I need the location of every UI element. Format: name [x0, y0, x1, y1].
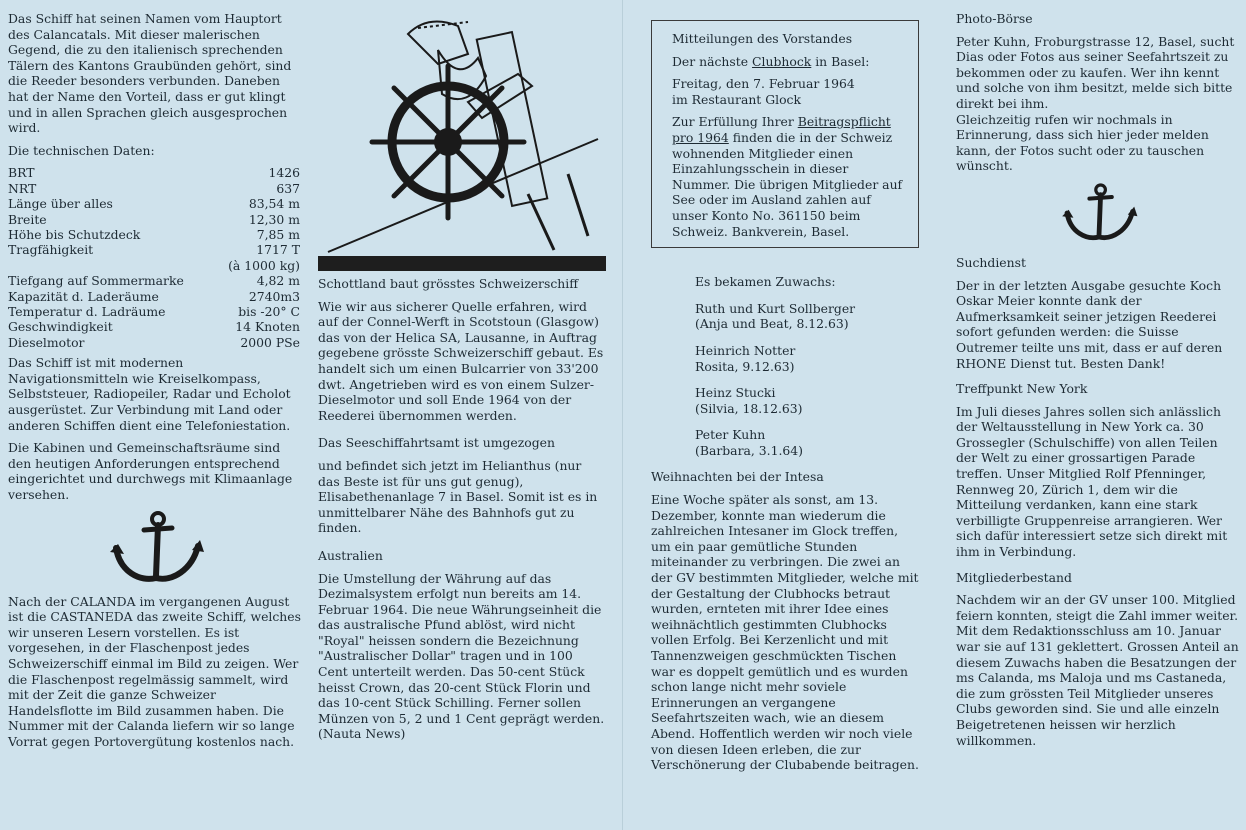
tech-heading: Die technischen Daten:: [8, 142, 155, 158]
tech-row: [8, 319, 300, 334]
australia-heading: Australien: [318, 547, 383, 563]
births-list: [695, 301, 919, 459]
birth-entry: [695, 343, 919, 374]
fee-post: finden die in der Schweiz wohnenden Mitglieder einen Einzahlungsschein in dieser Nummer. Die übrigen Mitglieder auf See oder im Ausland zahlen auf unser Konto No. 361150 beim Schweiz. Bankverein, Basel.: [672, 129, 903, 239]
tech-value: (à 1000 kg): [228, 257, 300, 273]
tech-table: [8, 165, 300, 350]
tech-row: [8, 289, 300, 304]
birth-entry: [695, 427, 919, 458]
fee-underlined: Beitragspflicht pro 1964: [672, 114, 891, 145]
clubhock-word: Clubhock: [752, 53, 812, 69]
navigation-paragraph: Das Schiff ist mit modernen Navigationsmitteln wie Kreiselkompass, Selbststeuer, Radiopeiler, Radar und Echolot ausgerüstet. Zur Verbindung mit Land oder anderen Schiffen dient eine Telefoniestation.: [8, 355, 291, 433]
anchor-icon: [1059, 181, 1139, 245]
fee-pre: Zur Erfüllung Ihrer: [672, 114, 798, 130]
tech-row: [8, 196, 300, 211]
cabins-paragraph: Die Kabinen und Gemeinschaftsräume sind den heutigen Anforderungen entsprechend eingerichtet und durchwegs mit Klimaanlage versehen.: [8, 440, 293, 502]
tech-value: 14 Knoten: [235, 319, 300, 335]
clubhock-post: in Basel:: [811, 53, 870, 69]
birth-parents: Peter Kuhn: [695, 427, 766, 443]
tech-label: Temperatur d. Ladräume: [8, 304, 166, 319]
tech-row: [8, 335, 300, 350]
board-notice-title: Mitteilungen des Vorstandes: [672, 31, 853, 46]
members-heading: Mitgliederbestand: [956, 569, 1072, 585]
tech-value: 12,30 m: [248, 211, 300, 227]
search-heading: Suchdienst: [956, 254, 1026, 270]
birth-parents: Heinrich Notter: [695, 342, 796, 358]
intro-paragraph: Das Schiff hat seinen Namen vom Hauptort des Calancatals. Mit dieser malerischen Gegend, die zu den italienisch sprechenden Tälern des Kantons Graubünden gehört, sind die Reeder besonders verbunden. Daneben hat der Name den Vorteil, dass er gut klingt und in allen Sprachen gleich ausgesprochen wird.: [8, 11, 292, 136]
meeting-details: [672, 76, 910, 107]
birth-children: Rosita, 9.12.63): [695, 358, 795, 374]
column-club: [651, 14, 919, 780]
office-heading: Das Seeschiffahrtsamt ist umgezogen: [318, 435, 555, 451]
tech-label: Länge über alles: [8, 196, 113, 212]
tech-row: [8, 181, 300, 196]
tech-label: Tiefgang auf Sommermarke: [8, 273, 184, 289]
birth-children: (Silvia, 18.12.63): [695, 400, 803, 416]
xmas-heading: Weihnachten bei der Intesa: [651, 469, 824, 485]
fee-paragraph: [672, 114, 910, 239]
tech-label: [8, 258, 215, 273]
tech-value: 1426: [268, 165, 300, 181]
australia-text: Die Umstellung der Währung auf das Dezimalsystem erfolgt nun bereits am 14. Februar 1964. Die neue Währungseinheit die das australische Pfund ablöst, wird nicht "Royal" heissen sondern die Bezeichnung "Australischer Dollar" tragen und in 100 Cent unterteilt werden. Das 50-cent Stück heisst Crown, das 20-cent Stück Florin und das 10-cent Stück Schilling. Ferner sollen Münzen von 5, 2 und 1 Cent geprägt werden. (Nauta News): [318, 570, 605, 742]
column-members: [956, 11, 1242, 755]
board-notice-box: [651, 20, 919, 248]
members-text: Nachdem wir an der GV unser 100. Mitglied feiern konnten, steigt die Zahl immer weiter. Mit dem Redaktionsschluss am 10. Januar war sie auf 131 geklettert. Grossen Anteil an diesem Zuwachs haben die Besatzungen der ms Calanda, ms Maloja und ms Castaneda, die zum grössten Teil Mitglieder unseres Clubs geworden sind. Sie und alle einzeln Beigetretenen heissen wir herzlich willkommen.: [956, 592, 1239, 748]
helmsman-illustration: [318, 14, 606, 254]
meeting-place: im Restaurant Glock: [672, 91, 801, 107]
birth-parents: Heinz Stucki: [695, 385, 776, 401]
tech-value: 2000 PSe: [240, 334, 300, 350]
tech-value: 2740m3: [248, 288, 300, 304]
clubhock-pre: Der nächste: [672, 53, 753, 69]
tech-value: 4,82 m: [256, 273, 300, 289]
tech-row: [8, 227, 300, 242]
meeting-date: Freitag, den 7. Februar 1964: [672, 76, 855, 92]
tech-row: [8, 304, 300, 319]
tech-row: [8, 242, 300, 257]
tech-label: Geschwindigkeit: [8, 319, 113, 335]
tech-label: Breite: [8, 211, 47, 227]
page-fold: [622, 0, 623, 830]
anchor-icon: [106, 510, 206, 586]
births-heading: Es bekamen Zuwachs:: [695, 274, 836, 290]
tech-row: [8, 258, 300, 273]
birth-children: (Anja und Beat, 8.12.63): [695, 316, 849, 332]
tech-row: [8, 212, 300, 227]
tech-label: Höhe bis Schutzdeck: [8, 226, 141, 242]
clubhock-line: [672, 54, 910, 70]
tech-value: 7,85 m: [256, 226, 300, 242]
office-text: und befindet sich jetzt im Helianthus (nur das Beste ist für uns gut genug), Elisabethenanlage 7 in Basel. Somit ist es in unmittelbarer Nähe des Bahnhofs gut zu finden.: [318, 457, 598, 536]
scotland-text: Wie wir aus sicherer Quelle erfahren, wird auf der Connel-Werft in Scotstoun (Glasgow) das von der Helica SA, Lausanne, in Auftrag gegebene grösste Schweizerschiff gebaut. Es handelt sich um einen Bulcarrier von 33'200 dwt. Angetrieben wird es von einem Sulzer-Dieselmotor und soll Ende 1964 von der Reederei übernommen werden.: [318, 298, 604, 423]
photo-text-2: Gleichzeitig rufen wir nochmals in Erinnerung, dass sich hier jeder melden kann, der Fotos sucht oder zu tauschen wünscht.: [956, 111, 1209, 174]
divider-bar: [318, 256, 606, 271]
photo-heading: Photo-Börse: [956, 11, 1033, 26]
births-section: [651, 274, 919, 458]
birth-entry: [695, 385, 919, 416]
newyork-heading: Treffpunkt New York: [956, 381, 1088, 397]
tech-row: [8, 165, 300, 180]
tech-value: bis -20° C: [238, 304, 300, 319]
search-text: Der in der letzten Ausgabe gesuchte Koch Oskar Meier konnte dank der Aufmerksamkeit seiner jetzigen Reederei sofort gefunden werden: die Suisse Outremer teilte uns mit, dass er auf deren RHONE Dienst tut. Besten Dank!: [956, 277, 1223, 371]
scotland-heading: Schottland baut grösstes Schweizerschiff: [318, 276, 579, 291]
column-ship-data: [8, 11, 304, 757]
tech-label: NRT: [8, 180, 37, 196]
tech-label: Kapazität d. Laderäume: [8, 288, 159, 304]
column-news: [318, 14, 606, 749]
tech-value: 637: [276, 180, 300, 196]
birth-parents: Ruth und Kurt Sollberger: [695, 300, 856, 316]
tech-label: BRT: [8, 165, 35, 181]
tech-label: Tragfähigkeit: [8, 242, 94, 258]
photo-text: Peter Kuhn, Froburgstrasse 12, Basel, sucht Dias oder Fotos aus seiner Seefahrtszeit zu bekommen oder zu kaufen. Wer ihn kennt und solche von ihm besitzt, melde sich bitte direkt bei ihm.: [956, 33, 1235, 111]
castaneda-paragraph: Nach der CALANDA im vergangenen August ist die CASTANEDA das zweite Schiff, welches wir unseren Lesern vorstellen. Es ist vorgesehen, in der Flaschenpost jedes Schweizerschiff einmal im Bild zu zeigen. Wer die Flaschenpost regelmässig sammelt, wird mit der Zeit die ganze Schweizer Handelsflotte im Bild zusammen haben. Die Nummer mit der Calanda liefern wir so lange Vorrat gegen Portovergütung kostenlos nach.: [8, 593, 301, 749]
xmas-text: Eine Woche später als sonst, am 13. Dezember, konnte man wiederum die zahlreichen Intesaner im Glock treffen, um ein paar gemütliche Stunden miteinander zu verbringen. Die zwei an der GV bestimmten Mitglieder, welche mit der Gestaltung der Clubhocks betraut wurden, ernteten mit ihrer Idee eines weihnächtlich gestimmten Clubhocks vollen Erfolg. Bei Kerzenlicht und mit Tannenzweigen geschmückten Tischen war es doppelt gemütlich und es wurden schon lange nicht mehr soviele Erinnerungen an vergangene Seefahrtszeiten wach, wie an diesem Abend. Hoffentlich werden wir noch viele von diesen Ideen erleben, die zur Verschönerung der Clubabende beitragen.: [651, 492, 919, 773]
tech-row: [8, 273, 300, 288]
tech-label: Dieselmotor: [8, 334, 85, 350]
birth-entry: [695, 301, 919, 332]
tech-value: 1717 T: [256, 242, 300, 258]
newyork-text: Im Juli dieses Jahres sollen sich anlässlich der Weltausstellung in New York ca. 30 Grossegler (Schulschiffe) von allen Teilen der Welt zu einer grossartigen Parade treffen. Unser Mitglied Rolf Pfenninger, Rennweg 20, Zürich 1, dem wir die Mitteilung verdanken, kann eine stark verbilligte Gruppenreise arrangieren. Wer sich dafür interessiert setze sich direkt mit ihm in Verbindung.: [956, 403, 1228, 560]
birth-children: (Barbara, 3.1.64): [695, 442, 804, 458]
tech-value: 83,54 m: [248, 196, 300, 212]
